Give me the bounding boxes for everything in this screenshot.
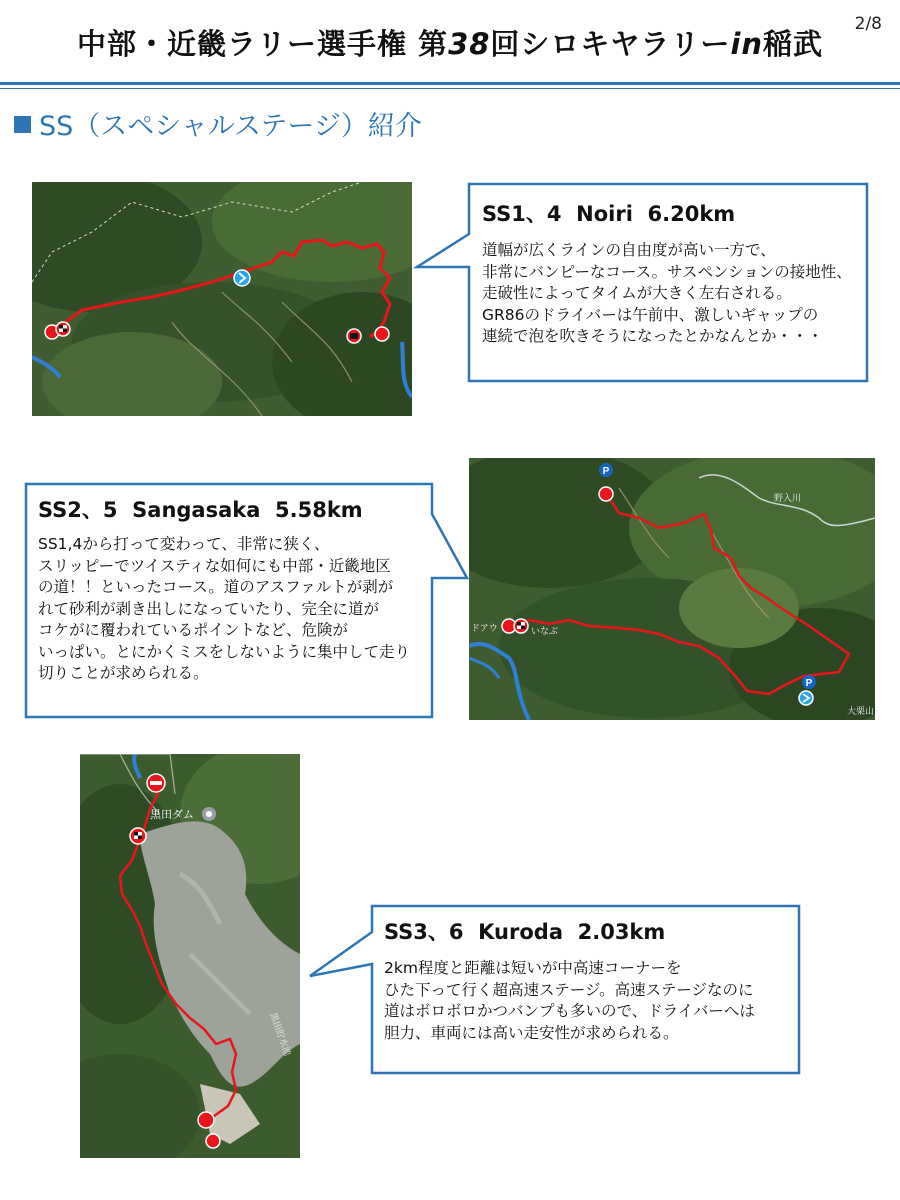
stage-description (384, 958, 755, 1044)
description-line: 連続で泡を吹きそうになったとかなんとか・・・ (482, 327, 824, 345)
description-line: 道幅が広くラインの自由度が高い一方で、 (482, 241, 776, 259)
satellite-map-ss3 (80, 754, 300, 1158)
map-label: 野入川 (774, 493, 802, 503)
map-ss2 (469, 458, 875, 720)
stage-description (38, 534, 410, 685)
section-heading-label: SS（スペシャルステージ）紹介 (39, 111, 422, 142)
stage-card-ss3 (300, 904, 802, 1076)
description-line: 切りことが求められる。 (38, 664, 209, 682)
location-pin-icon (202, 807, 216, 821)
stage-description (482, 240, 852, 348)
description-line: 道はボロボロかつバンプも多いので、ドライバーへは (384, 1002, 755, 1020)
map-ss1 (32, 182, 412, 416)
description-line: ひた下って行く超高速ステージ。高速ステージなのに (384, 980, 754, 999)
stage-heading: SS2、5 Sangasaka 5.58km (38, 498, 363, 522)
map-label: 大栗山 (847, 706, 875, 716)
description-line: いっぱい。とにかくミスをしないように集中して走り (38, 642, 411, 661)
description-line: 非常にバンピーなコース。サスペンションの接地性、 (482, 262, 852, 281)
description-line: コケがに覆われているポイントなど、危険が (38, 621, 349, 639)
section-heading (14, 104, 422, 143)
stage-card-ss2 (24, 482, 472, 720)
checkered-flag-icon (130, 828, 146, 844)
square-bullet-icon (14, 116, 31, 133)
description-line: スリッピーでツイスティな如何にも中部・近畿地区 (38, 556, 391, 575)
title-in: in (730, 27, 764, 61)
page-number: 2/8 (854, 14, 882, 34)
description-line: の道！！といったコース。道のアスファルトが剥が (38, 578, 394, 596)
svg-text:P: P (602, 466, 610, 477)
description-line: SS1,4から打って変わって、非常に狭く、 (38, 535, 330, 553)
stop-icon (147, 774, 165, 792)
svg-text:P: P (805, 678, 813, 689)
satellite-map-ss1 (32, 182, 412, 416)
title-rule-thick (0, 82, 900, 85)
map-label: ドアウ (471, 623, 498, 633)
description-line: れて砂利が剥き出しになっていたり、完全に道が (38, 599, 380, 618)
description-line: 胆力、車両には高い走安性が求められる。 (384, 1023, 679, 1042)
map-ss3 (80, 754, 300, 1158)
stage-card-ss1 (412, 182, 872, 384)
timing-icon (234, 270, 250, 286)
page-title (0, 22, 900, 63)
description-line: GR86のドライバーは午前中、激しいギャップの (482, 305, 819, 324)
description-line: 2km程度と距離は短いが中高速コーナーを (384, 959, 682, 977)
title-part-2: 回シロキヤラリー (490, 27, 731, 61)
description-line: 走破性によってタイムが大きく左右される。 (482, 284, 792, 302)
map-label: 黒田貯水池 (268, 1011, 293, 1057)
map-label: いなぶ (531, 626, 559, 636)
parking-icon (802, 675, 816, 689)
parking-icon (599, 463, 613, 477)
checkered-flag-icon (502, 619, 528, 633)
timing-icon (799, 691, 813, 705)
title-number: 38 (448, 27, 491, 61)
map-label: 黒田ダム (150, 809, 194, 821)
title-part-1: 中部・近畿ラリー選手権 第 (76, 27, 449, 61)
stage-heading: SS1、4 Noiri 6.20km (482, 202, 736, 226)
satellite-map-ss2 (469, 458, 875, 720)
start-icon (599, 487, 613, 501)
title-part-3: 稲武 (763, 27, 824, 61)
stage-heading: SS3、6 Kuroda 2.03km (384, 920, 666, 944)
title-rule-thin (0, 88, 900, 89)
